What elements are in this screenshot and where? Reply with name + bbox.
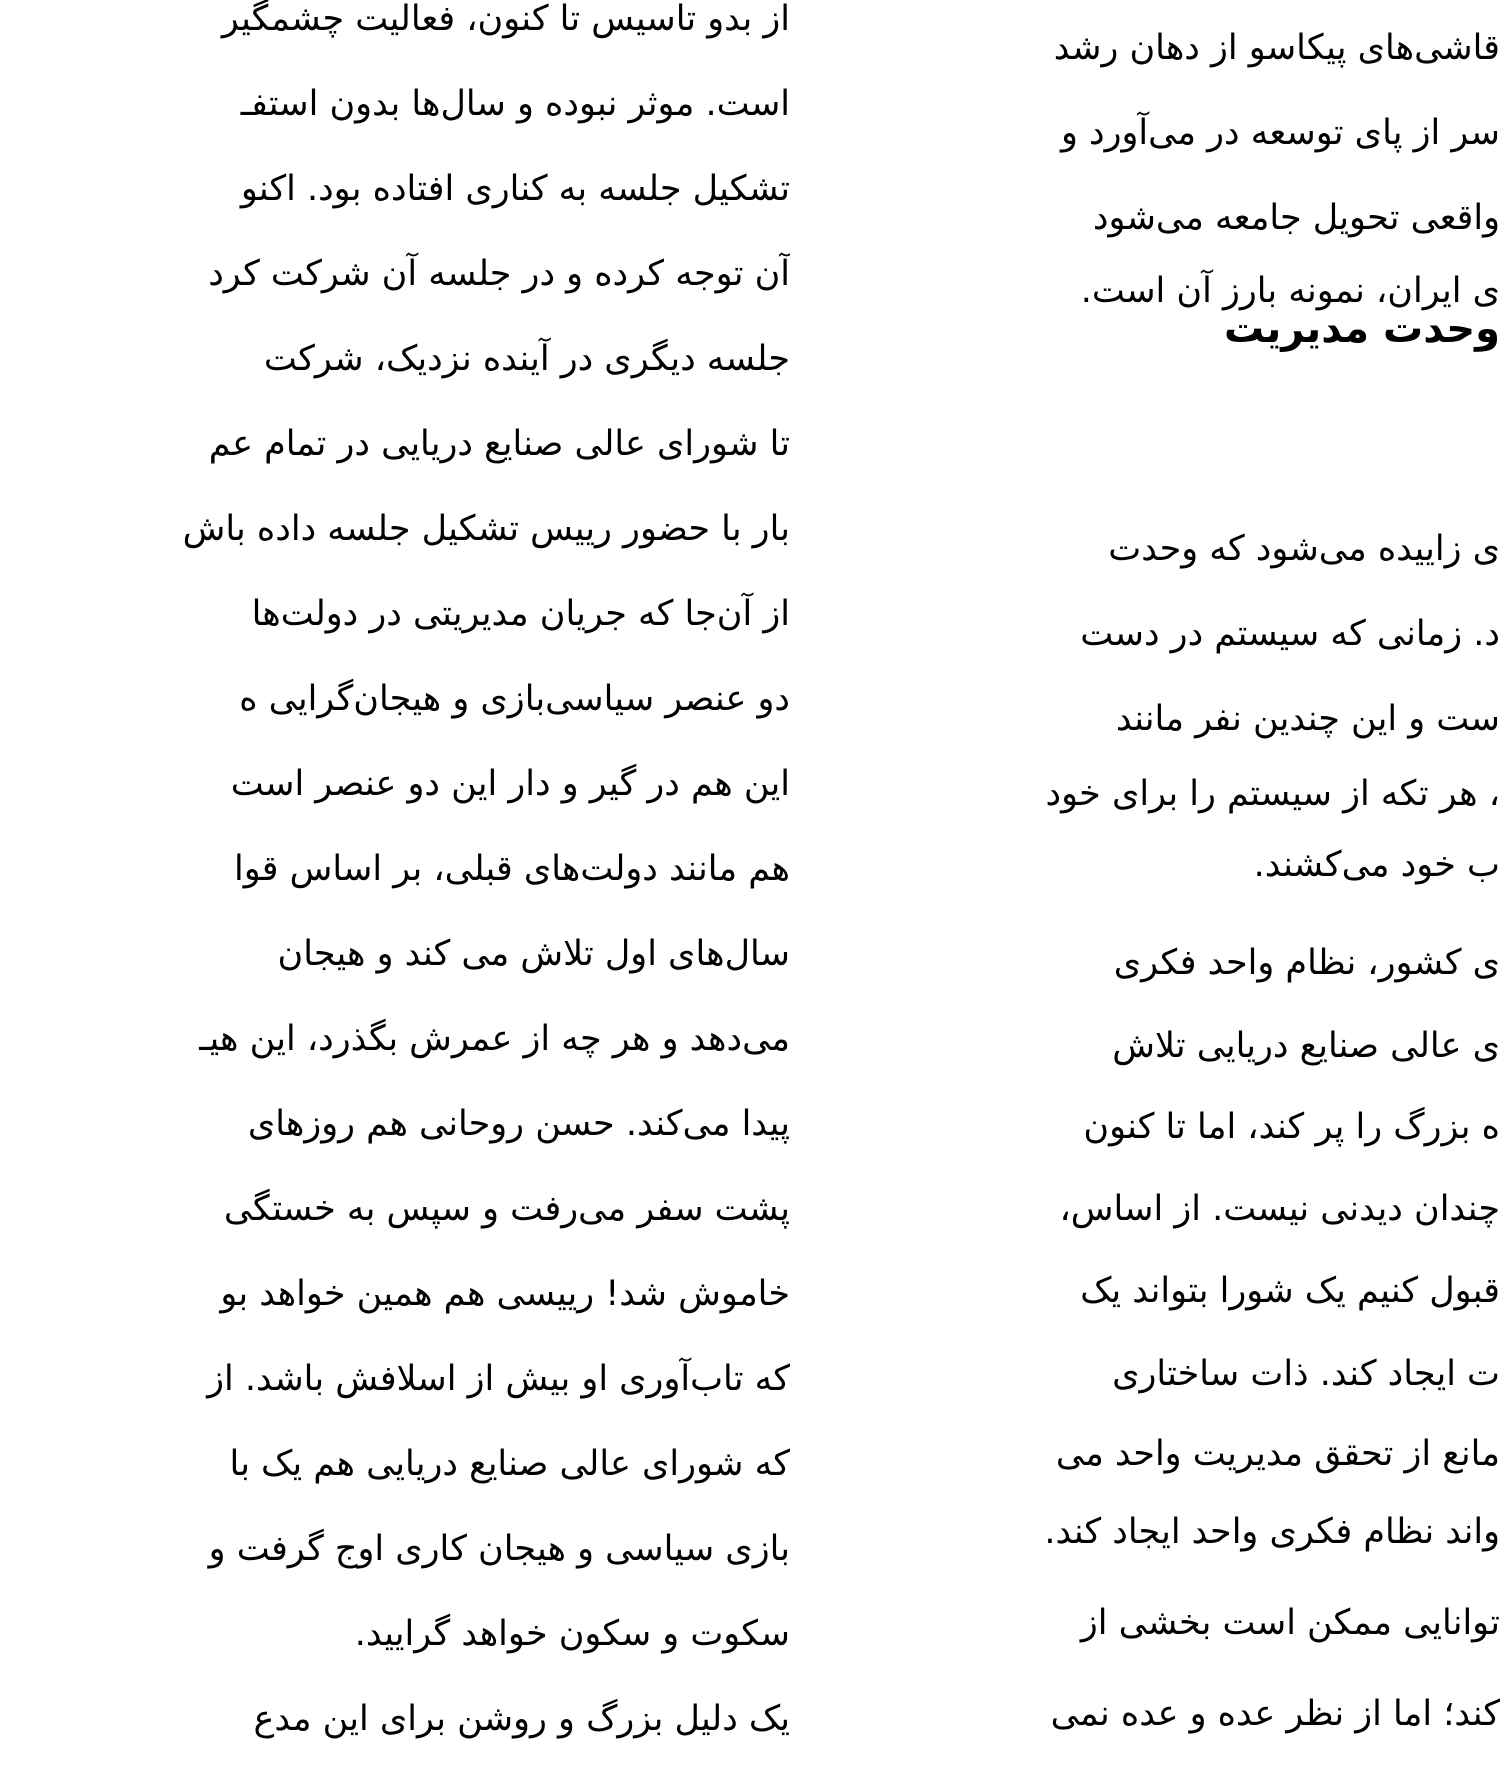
section-heading: وحدت مدیریت bbox=[1223, 306, 1500, 352]
text-line: ، هر تکه از سیستم را برای خود bbox=[1045, 774, 1500, 814]
text-line: ه بزرگ را پر کند، اما تا کنون bbox=[1083, 1107, 1500, 1147]
text-line: ب خود می‌کشند. bbox=[1253, 845, 1500, 885]
text-line: پیدا می‌کند. حسن روحانی هم روزهای bbox=[247, 1104, 790, 1144]
text-line: خاموش شد! رییسی هم همین خواهد بو bbox=[220, 1274, 790, 1314]
text-line: واند نظام فکری واحد ایجاد کند. bbox=[1044, 1512, 1500, 1552]
text-line: قاشی‌های پیکاسو از دهان رشد bbox=[1053, 28, 1500, 68]
text-line: این هم در گیر و دار این دو عنصر است bbox=[230, 764, 790, 804]
text-line: سر از پای توسعه در می‌آورد و bbox=[1060, 113, 1500, 153]
text-line: مانع از تحقق مدیریت واحد می bbox=[1055, 1434, 1500, 1474]
text-line: د. زمانی که سیستم در دست bbox=[1080, 614, 1500, 654]
text-line: دو عنصر سیاسی‌بازی و هیجان‌گرایی ه bbox=[239, 679, 790, 719]
text-line: سکوت و سکون خواهد گرایید. bbox=[354, 1614, 790, 1654]
text-line: کند؛ اما از نظر عده و عده نمی bbox=[1050, 1694, 1500, 1734]
text-line: آن توجه کرده و در جلسه آن شرکت کرد bbox=[208, 254, 790, 294]
text-line: که تاب‌آوری او بیش از اسلافش باشد. از bbox=[207, 1359, 790, 1399]
text-line: بازی سیاسی و هیجان کاری اوج گرفت و bbox=[208, 1529, 790, 1569]
text-line: یک دلیل بزرگ و روشن برای این مدع bbox=[253, 1699, 790, 1739]
text-line: از بدو تاسیس تا کنون، فعالیت چشمگیر bbox=[221, 0, 790, 39]
text-line: ست و این چندین نفر مانند bbox=[1115, 699, 1500, 739]
text-line: تشکیل جلسه به کناری افتاده بود. اکنو bbox=[240, 169, 790, 209]
text-line: چندان دیدنی نیست. از اساس، bbox=[1059, 1189, 1500, 1229]
text-line: از آن‌جا که جریان مدیریتی در دولت‌ها bbox=[251, 594, 790, 634]
text-line: که شورای عالی صنایع دریایی هم یک با bbox=[229, 1444, 790, 1484]
text-line: ی ایران، نمونه بارز آن است. bbox=[1080, 271, 1500, 311]
text-line: ت ایجاد کند. ذات ساختاری bbox=[1112, 1354, 1500, 1394]
text-line: جلسه دیگری در آینده نزدیک، شرکت bbox=[263, 339, 790, 379]
text-line: ی کشور، نظام واحد فکری bbox=[1113, 943, 1500, 983]
text-line: بار با حضور رییس تشکیل جلسه داده باش bbox=[182, 509, 790, 549]
text-line: تا شورای عالی صنایع دریایی در تمام عم bbox=[208, 424, 790, 464]
text-line: می‌دهد و هر چه از عمرش بگذرد، این هیـ bbox=[199, 1019, 790, 1059]
text-line: توانایی ممکن است بخشی از bbox=[1080, 1603, 1500, 1643]
text-line: ی عالی صنایع دریایی تلاش bbox=[1112, 1026, 1500, 1066]
text-line: پشت سفر می‌رفت و سپس به خستگی bbox=[223, 1189, 790, 1229]
right-column bbox=[870, 0, 1500, 1771]
text-line: واقعی تحویل جامعه می‌شود bbox=[1092, 198, 1500, 238]
text-line: است. موثر نبوده و سال‌ها بدون استفـ bbox=[240, 84, 790, 124]
text-line: ی زاییده می‌شود که وحدت bbox=[1108, 529, 1500, 569]
text-line: هم مانند دولت‌های قبلی، بر اساس قوا bbox=[233, 849, 790, 889]
text-line: سال‌های اول تلاش می کند و هیجان bbox=[277, 934, 790, 974]
text-line: قبول کنیم یک شورا بتواند یک bbox=[1080, 1271, 1500, 1311]
